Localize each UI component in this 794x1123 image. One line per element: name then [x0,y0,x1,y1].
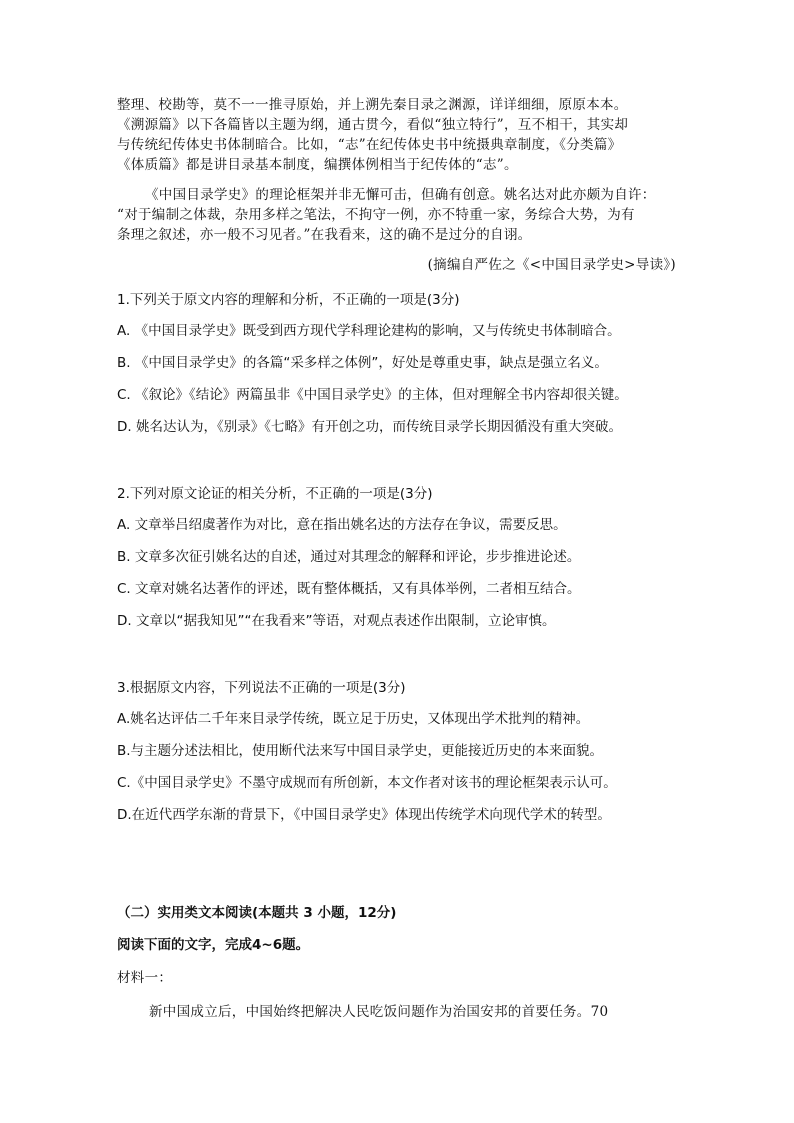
passage-line: 《体质篇》都是讲目录基本制度，编撰体例相当于纪传体的“志”。 [117,157,518,173]
passage-line: “对于编制之体裁，杂用多样之笔法，不拘守一例，亦不特重一家，务综合大势，为有 [117,207,635,223]
question-option: B. 《中国目录学史》的各篇“采多样之体例”，好处是尊重史事，缺点是强立名义。 [117,355,608,371]
question-option: D. 文章以“据我知见”“在我看来”等语，对观点表述作出限制，立论审慎。 [117,613,556,629]
question-option: B.与主题分述法相比，使用断代法来写中国目录学史，更能接近历史的本来面貌。 [117,743,604,759]
question-option: D.在近代西学东渐的背景下，《中国目录学史》体现出传统学术向现代学术的转型。 [117,807,611,823]
question-option: C. 文章对姚名达著作的评述，既有整体概括，又有具体举例，二者相互结合。 [117,581,581,597]
section-instruction: 阅读下面的文字，完成4~6题。 [117,937,310,953]
source-note: (摘编自严佐之《<中国目录学史>导读》) [427,257,676,273]
section-title: （二）实用类文本阅读(本题共 3 小题，12分) [117,905,397,921]
material-first-line: 新中国成立后，中国始终把解决人民吃饭问题作为治国安邦的首要任务。70 [149,1004,609,1020]
passage-line: 整理、校勘等，莫不一一推寻原始，并上溯先秦目录之渊源，详详细细，原原本本。 [117,97,628,113]
passage-line: 条理之叙述，亦一般不习见者。”在我看来，这的确不是过分的自诩。 [117,227,532,243]
question-stem: 3.根据原文内容，下列说法不正确的一项是(3分) [117,680,406,696]
question-option: A. 文章举吕绍虞著作为对比，意在指出姚名达的方法存在争议，需要反思。 [117,517,567,533]
question-option: C.《中国目录学史》不墨守成规而有所创新，本文作者对该书的理论框架表示认可。 [117,775,617,791]
question-option: B. 文章多次征引姚名达的自述，通过对其理念的解释和评论，步步推进论述。 [117,549,581,565]
question-stem: 2.下列对原文论证的相关分析，不正确的一项是(3分) [117,486,433,502]
question-option: C. 《叙论》《结论》两篇虽非《中国目录学史》的主体，但对理解全书内容却很关键。 [117,387,628,403]
material-label: 材料一： [117,970,173,986]
passage-line: 与传统纪传体史书体制暗合。比如，“志”在纪传体史书中统摄典章制度，《分类篇》 [117,137,622,153]
passage-line: 《溯源篇》以下各篇皆以主题为纲，通古贯今，看似“独立特行”，互不相干，其实却 [117,117,629,133]
question-option: A.姚名达评估二千年来目录学传统，既立足于历史，又体现出学术批判的精神。 [117,711,590,727]
question-option: D. 姚名达认为，《别录》《七略》有开创之功，而传统目录学长期因循没有重大突破。 [117,419,622,435]
passage-line: 《中国目录学史》的理论框架并非无懈可击，但确有创意。姚名达对此亦颇为自许： [145,187,656,203]
question-stem: 1.下列关于原文内容的理解和分析，不正确的一项是(3分) [117,292,460,308]
question-option: A. 《中国目录学史》既受到西方现代学科理论建构的影响，又与传统史书体制暗合。 [117,323,621,339]
